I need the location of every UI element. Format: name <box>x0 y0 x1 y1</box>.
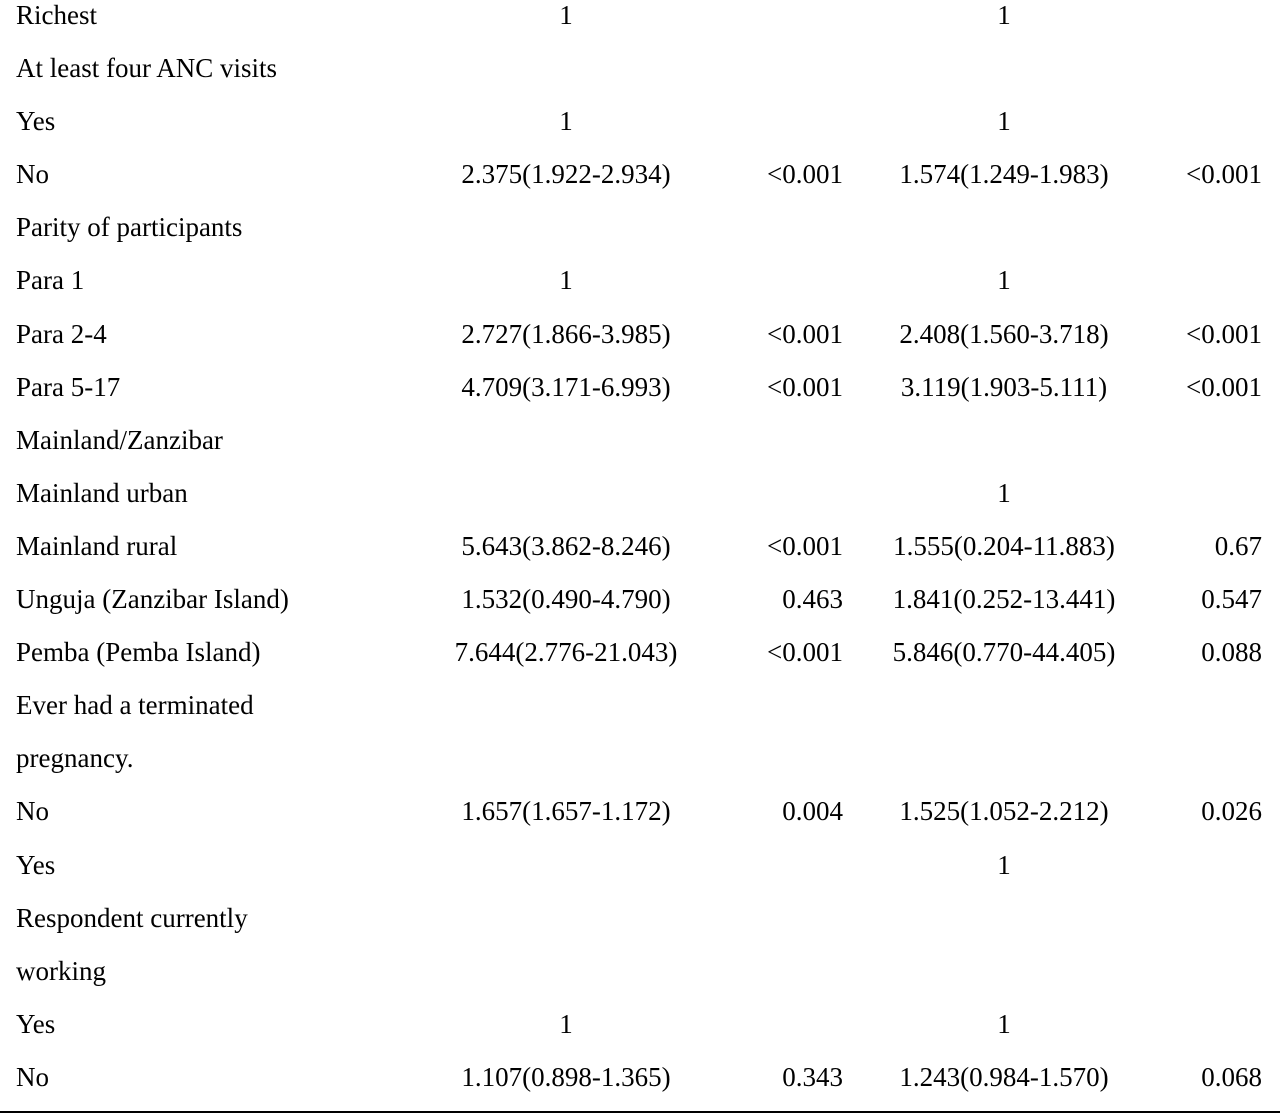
odds-ratio-crude: 2.727(1.866-3.985) <box>461 318 671 349</box>
odds-ratio-adjusted: 1 <box>997 106 1011 137</box>
odds-ratio-adjusted: 5.846(0.770-44.405) <box>892 637 1116 668</box>
odds-ratio-adjusted: 1.574(1.249-1.983) <box>899 159 1109 190</box>
p-value-crude: 0.004 <box>782 796 843 827</box>
table-row <box>0 531 1280 584</box>
table-row <box>0 0 1280 53</box>
row-label: Mainland urban <box>16 477 188 508</box>
row-label: At least four ANC visits <box>16 53 277 84</box>
row-label: Para 2-4 <box>16 318 107 349</box>
p-value-adjusted: 0.088 <box>1201 637 1262 668</box>
table-row <box>0 212 1280 265</box>
odds-ratio-adjusted: 1 <box>997 849 1011 880</box>
p-value-adjusted: 0.67 <box>1214 530 1262 561</box>
row-label: Mainland/Zanzibar <box>16 424 223 455</box>
p-value-adjusted: 0.026 <box>1201 796 1262 827</box>
row-label: Unguja (Zanzibar Island) <box>16 584 289 615</box>
odds-ratio-adjusted: 1 <box>997 1008 1011 1039</box>
odds-ratio-crude: 7.644(2.776-21.043) <box>454 637 678 668</box>
table-row <box>0 690 1280 743</box>
row-label: Para 5-17 <box>16 371 121 402</box>
table-row <box>0 584 1280 637</box>
odds-ratio-crude: 1 <box>559 265 573 296</box>
row-label: pregnancy. <box>16 743 134 774</box>
odds-ratio-adjusted: 1.841(0.252-13.441) <box>892 584 1116 615</box>
p-value-crude: 0.463 <box>782 584 843 615</box>
odds-ratio-adjusted: 1 <box>997 0 1011 30</box>
odds-ratio-adjusted: 1.525(1.052-2.212) <box>899 796 1109 827</box>
p-value-adjusted: <0.001 <box>1186 318 1262 349</box>
table-row <box>0 903 1280 956</box>
p-value-crude: <0.001 <box>767 371 843 402</box>
odds-ratio-adjusted: 1.555(0.204-11.883) <box>893 530 1115 561</box>
table-bottom-rule <box>0 1111 1280 1113</box>
odds-ratio-crude: 1.532(0.490-4.790) <box>461 584 671 615</box>
odds-ratio-crude: 2.375(1.922-2.934) <box>461 159 671 190</box>
odds-ratio-adjusted: 1.243(0.984-1.570) <box>899 1061 1109 1092</box>
table-row <box>0 637 1280 690</box>
row-label: Respondent currently <box>16 902 248 933</box>
odds-ratio-crude: 5.643(3.862-8.246) <box>461 530 671 561</box>
table-row <box>0 372 1280 425</box>
table-row <box>0 956 1280 1009</box>
row-label: Para 1 <box>16 265 85 296</box>
p-value-crude: <0.001 <box>767 637 843 668</box>
table-row <box>0 159 1280 212</box>
table-row <box>0 265 1280 318</box>
p-value-adjusted: <0.001 <box>1186 371 1262 402</box>
p-value-crude: <0.001 <box>767 318 843 349</box>
row-label: Mainland rural <box>16 530 178 561</box>
p-value-crude: <0.001 <box>767 530 843 561</box>
table-row <box>0 106 1280 159</box>
odds-ratio-adjusted: 3.119(1.903-5.111) <box>900 371 1108 402</box>
row-label: No <box>16 159 49 190</box>
odds-ratio-crude: 1.107(0.898-1.365) <box>461 1061 671 1092</box>
odds-ratio-crude: 1 <box>559 0 573 30</box>
row-label: Yes <box>16 849 56 880</box>
odds-ratio-adjusted: 1 <box>997 265 1011 296</box>
table-row <box>0 425 1280 478</box>
table-row <box>0 53 1280 106</box>
table-row <box>0 796 1280 849</box>
p-value-adjusted: 0.068 <box>1201 1061 1262 1092</box>
table-row <box>0 319 1280 372</box>
row-label: Yes <box>16 106 56 137</box>
row-label: Pemba (Pemba Island) <box>16 637 261 668</box>
odds-ratio-crude: 1.657(1.657-1.172) <box>461 796 671 827</box>
p-value-crude: <0.001 <box>767 159 843 190</box>
p-value-adjusted: <0.001 <box>1186 159 1262 190</box>
odds-ratio-adjusted: 1 <box>997 477 1011 508</box>
table-row <box>0 1062 1280 1115</box>
table-row <box>0 743 1280 796</box>
row-label: Richest <box>16 0 97 30</box>
odds-ratio-crude: 1 <box>559 106 573 137</box>
row-label: No <box>16 796 49 827</box>
row-label: Yes <box>16 1008 56 1039</box>
row-label: working <box>16 955 106 986</box>
p-value-adjusted: 0.547 <box>1201 584 1262 615</box>
row-label: No <box>16 1061 49 1092</box>
table-row <box>0 1009 1280 1062</box>
table-row <box>0 850 1280 903</box>
odds-ratio-crude: 4.709(3.171-6.993) <box>461 371 671 402</box>
odds-ratio-crude: 1 <box>559 1008 573 1039</box>
p-value-crude: 0.343 <box>782 1061 843 1092</box>
table-row <box>0 478 1280 531</box>
row-label: Ever had a terminated <box>16 690 254 721</box>
odds-ratio-adjusted: 2.408(1.560-3.718) <box>899 318 1109 349</box>
row-label: Parity of participants <box>16 212 243 243</box>
